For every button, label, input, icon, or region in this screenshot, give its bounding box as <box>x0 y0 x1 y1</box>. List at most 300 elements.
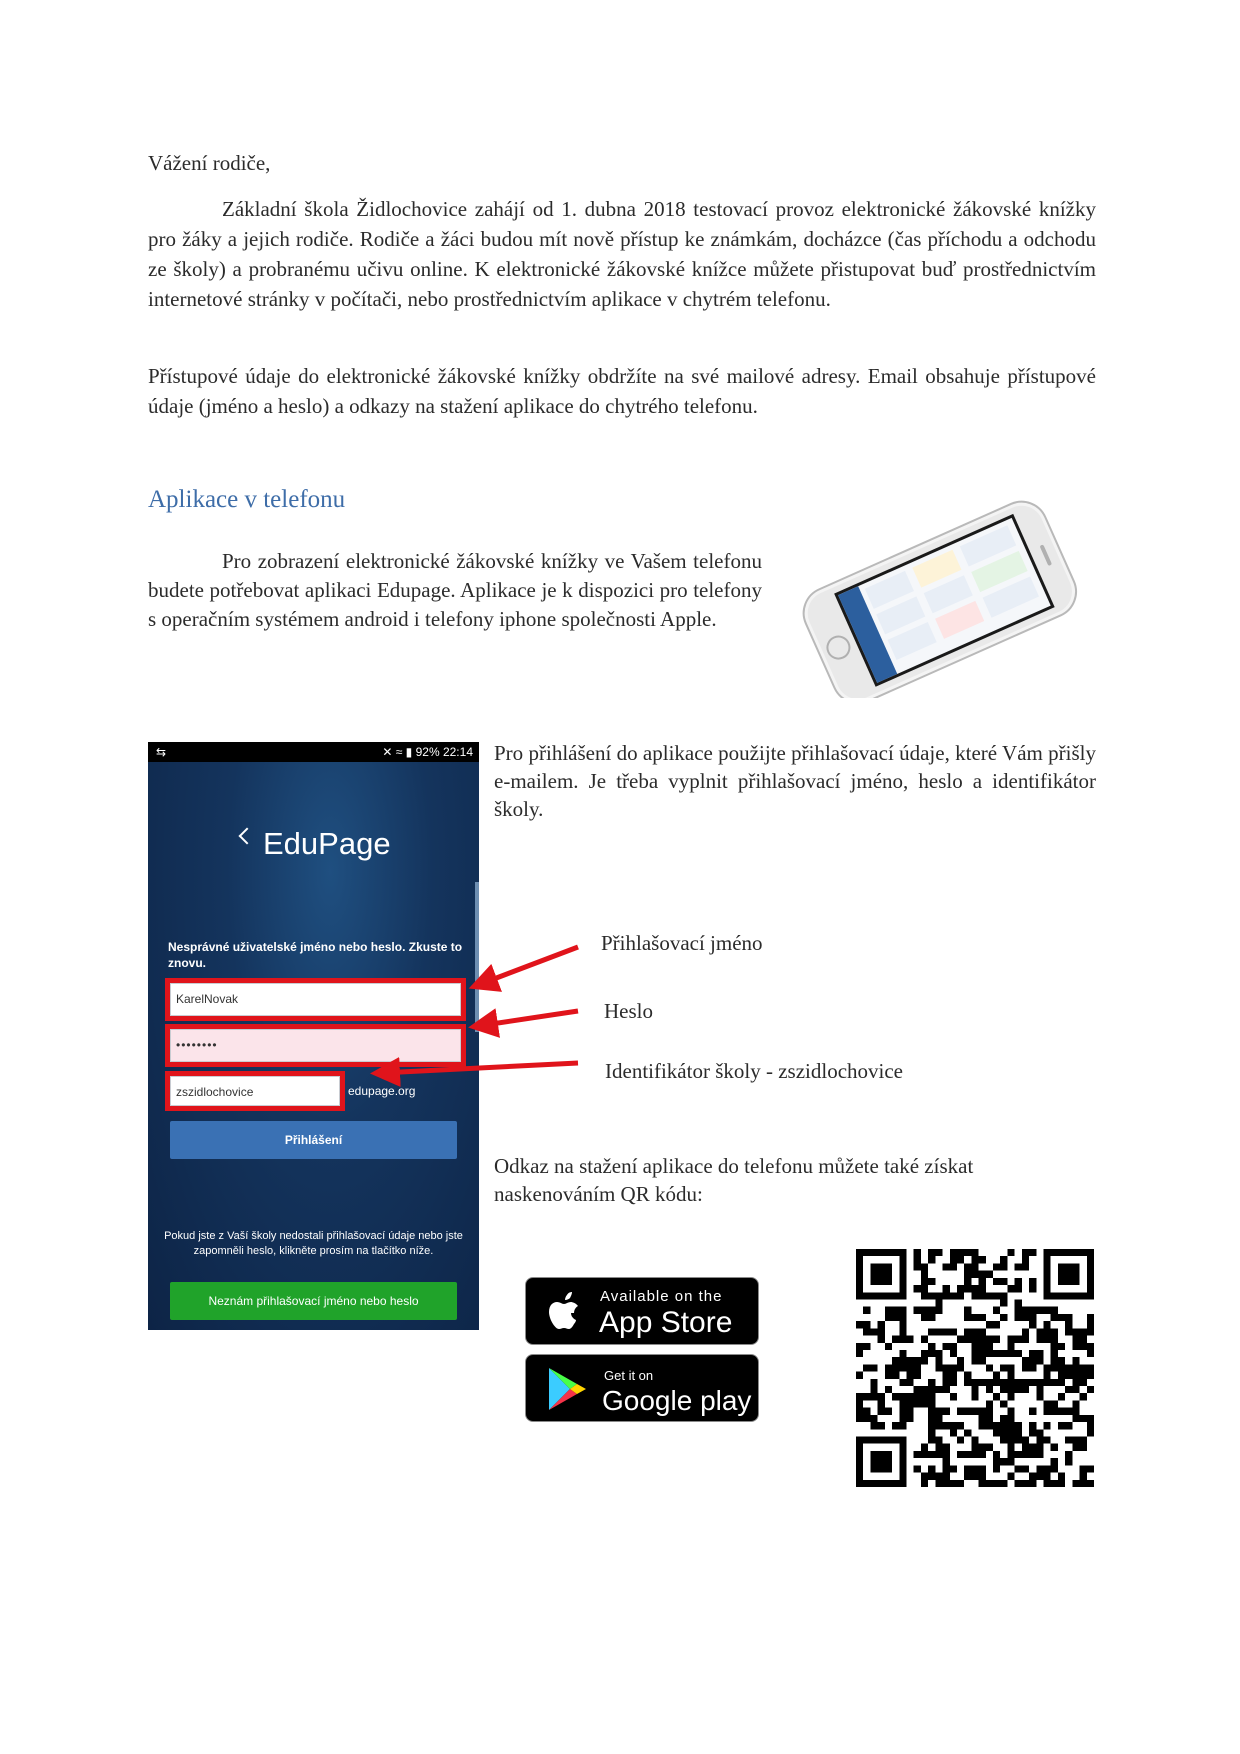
qr-module <box>1051 1408 1058 1415</box>
qr-module <box>856 1400 863 1407</box>
qr-module <box>892 1480 899 1487</box>
qr-module <box>943 1285 950 1292</box>
qr-module <box>943 1343 950 1350</box>
qr-module <box>899 1336 906 1343</box>
qr-module <box>885 1437 892 1444</box>
qr-module <box>1072 1372 1079 1379</box>
qr-module <box>979 1343 986 1350</box>
qr-module <box>993 1379 1000 1386</box>
qr-module <box>1058 1480 1065 1487</box>
qr-module <box>971 1263 978 1270</box>
qr-module <box>964 1314 971 1321</box>
qr-module <box>1087 1285 1094 1292</box>
qr-module <box>950 1263 957 1270</box>
qr-module <box>1065 1437 1072 1444</box>
qr-module <box>1058 1343 1065 1350</box>
domain-suffix: edupage.org <box>348 1084 416 1098</box>
qr-module <box>885 1307 892 1314</box>
qr-module <box>1080 1465 1087 1472</box>
qr-module <box>1087 1480 1094 1487</box>
qr-module <box>1044 1422 1051 1429</box>
qr-module <box>1044 1285 1051 1292</box>
qr-module <box>1015 1350 1022 1357</box>
qr-module <box>928 1465 935 1472</box>
qr-module <box>899 1393 906 1400</box>
qr-module <box>935 1328 942 1335</box>
qr-module <box>1022 1451 1029 1458</box>
qr-module <box>1065 1263 1072 1270</box>
qr-module <box>1044 1465 1051 1472</box>
qr-module <box>928 1451 935 1458</box>
qr-module <box>993 1372 1000 1379</box>
qr-module <box>921 1400 928 1407</box>
qr-module <box>1044 1437 1051 1444</box>
qr-module <box>1044 1256 1051 1263</box>
school-id-highlight <box>165 1071 345 1111</box>
qr-module <box>928 1422 935 1429</box>
qr-module <box>964 1307 971 1314</box>
qr-module <box>986 1321 993 1328</box>
qr-module <box>921 1473 928 1480</box>
qr-module <box>885 1343 892 1350</box>
qr-module <box>986 1386 993 1393</box>
qr-module <box>878 1393 885 1400</box>
qr-module <box>1000 1429 1007 1436</box>
qr-module <box>928 1314 935 1321</box>
qr-module <box>935 1437 942 1444</box>
qr-module <box>1022 1357 1029 1364</box>
qr-module <box>1058 1357 1065 1364</box>
qr-module <box>993 1350 1000 1357</box>
qr-module <box>1007 1422 1014 1429</box>
qr-module <box>1036 1328 1043 1335</box>
qr-module <box>1080 1343 1087 1350</box>
app-text: Pro zobrazení elektronické žákovské knížky ve Vašem telefonu budete potřebovat aplikaci Edupage. Aplikace je k dispozici pro telefony s operačním systémem android i telefony iphone společnosti Apple. <box>148 549 762 631</box>
qr-module <box>921 1285 928 1292</box>
qr-module <box>856 1263 863 1270</box>
qr-module <box>1029 1307 1036 1314</box>
qr-module <box>957 1437 964 1444</box>
qr-module <box>1072 1415 1079 1422</box>
qr-module <box>964 1379 971 1386</box>
qr-module <box>1051 1292 1058 1299</box>
qr-module <box>1007 1444 1014 1451</box>
qr-module <box>1015 1314 1022 1321</box>
qr-module <box>943 1364 950 1371</box>
qr-module <box>986 1343 993 1350</box>
qr-module <box>1065 1458 1072 1465</box>
qr-module <box>1000 1292 1007 1299</box>
qr-module <box>921 1314 928 1321</box>
qr-module <box>878 1465 885 1472</box>
qr-module <box>1065 1372 1072 1379</box>
qr-module <box>1015 1278 1022 1285</box>
qr-module <box>964 1429 971 1436</box>
qr-module <box>1072 1336 1079 1343</box>
qr-module <box>899 1314 906 1321</box>
qr-module <box>1058 1249 1065 1256</box>
qr-module <box>878 1328 885 1335</box>
qr-module <box>906 1364 913 1371</box>
qr-module <box>914 1451 921 1458</box>
qr-module <box>979 1415 986 1422</box>
qr-module <box>870 1437 877 1444</box>
qr-module <box>993 1336 1000 1343</box>
qr-module <box>1022 1263 1029 1270</box>
qr-module <box>971 1357 978 1364</box>
qr-module <box>892 1364 899 1371</box>
qr-module <box>1080 1249 1087 1256</box>
qr-module <box>870 1458 877 1465</box>
qr-module <box>1015 1451 1022 1458</box>
qr-module <box>1029 1321 1036 1328</box>
intro-text: Základní škola Židlochovice zahájí od 1. dubna 2018 testovací provoz elektronické žákovské knížky pro žáky a jejich rodiče. Rodiče a žáci budou mít nově přístup ke známkám, docházce (čas příchodu a odchodu ze školy) a probranému učivu online. K elektronické žákovské knížce můžete přistupovat buď prostřednictvím internetové stránky v počítači, nebo prostřednictvím aplikace v chytrém telefonu. <box>148 197 1096 311</box>
qr-module <box>971 1408 978 1415</box>
qr-module <box>1022 1465 1029 1472</box>
qr-module <box>878 1480 885 1487</box>
qr-module <box>863 1343 870 1350</box>
qr-module <box>1087 1415 1094 1422</box>
qr-module <box>899 1473 906 1480</box>
label-password: Heslo <box>604 999 653 1023</box>
qr-module <box>1000 1278 1007 1285</box>
qr-module <box>885 1458 892 1465</box>
qr-module <box>950 1480 957 1487</box>
qr-module <box>863 1321 870 1328</box>
qr-module <box>899 1444 906 1451</box>
qr-module <box>957 1357 964 1364</box>
qr-module <box>856 1480 863 1487</box>
qr-module <box>950 1256 957 1263</box>
qr-module <box>1036 1393 1043 1400</box>
qr-module <box>1080 1379 1087 1386</box>
qr-module <box>863 1480 870 1487</box>
qr-module <box>899 1256 906 1263</box>
qr-module <box>1022 1249 1029 1256</box>
qr-module <box>1072 1444 1079 1451</box>
qr-module <box>1087 1314 1094 1321</box>
qr-module <box>935 1422 942 1429</box>
school-id-field[interactable]: zszidlochovice <box>170 1076 340 1106</box>
qr-module <box>1058 1422 1065 1429</box>
qr-module <box>1022 1336 1029 1343</box>
qr-module <box>1044 1480 1051 1487</box>
qr-module <box>986 1408 993 1415</box>
qr-module <box>870 1415 877 1422</box>
qr-module <box>971 1465 978 1472</box>
qr-module <box>935 1299 942 1306</box>
qr-module <box>1087 1271 1094 1278</box>
qr-module <box>971 1314 978 1321</box>
qr-module <box>993 1321 1000 1328</box>
password-field[interactable]: •••••••• <box>170 1029 461 1062</box>
intro-paragraph <box>148 194 1096 314</box>
qr-module <box>899 1451 906 1458</box>
status-text: 92% 22:14 <box>415 745 473 759</box>
qr-module <box>971 1393 978 1400</box>
qr-module <box>914 1285 921 1292</box>
qr-module <box>914 1364 921 1371</box>
qr-module <box>1007 1386 1014 1393</box>
qr-module <box>979 1473 986 1480</box>
qr-module <box>921 1292 928 1299</box>
qr-module <box>943 1458 950 1465</box>
qr-module <box>1065 1451 1072 1458</box>
qr-code <box>856 1249 1094 1487</box>
iphone-illustration <box>786 494 1088 698</box>
qr-module <box>899 1465 906 1472</box>
qr-module <box>1000 1422 1007 1429</box>
qr-module <box>899 1350 906 1357</box>
qr-module <box>870 1249 877 1256</box>
login-paragraph: Pro přihlášení do aplikace použijte přihlašovací údaje, které Vám přišly e-mailem. Je třeba vyplnit přihlašovací jméno, heslo a identifikátor školy. <box>494 741 1096 821</box>
back-chevron-icon[interactable] <box>239 828 256 845</box>
qr-module <box>964 1451 971 1458</box>
qr-module <box>935 1386 942 1393</box>
qr-module <box>856 1256 863 1263</box>
qr-module <box>892 1249 899 1256</box>
qr-module <box>892 1393 899 1400</box>
qr-module <box>1072 1386 1079 1393</box>
qr-module <box>921 1278 928 1285</box>
app-paragraph <box>148 547 762 634</box>
qr-module <box>1080 1372 1087 1379</box>
qr-module <box>1058 1314 1065 1321</box>
qr-module <box>1015 1386 1022 1393</box>
qr-module <box>899 1422 906 1429</box>
qr-module <box>914 1400 921 1407</box>
qr-module <box>892 1314 899 1321</box>
qr-module <box>1007 1437 1014 1444</box>
qr-module <box>906 1400 913 1407</box>
qr-module <box>1072 1292 1079 1299</box>
qr-module <box>1044 1379 1051 1386</box>
qr-module <box>928 1278 935 1285</box>
qr-module <box>870 1393 877 1400</box>
qr-module <box>1051 1350 1058 1357</box>
qr-module <box>1029 1429 1036 1436</box>
qr-module <box>1000 1379 1007 1386</box>
qr-module <box>1044 1328 1051 1335</box>
qr-module <box>1022 1364 1029 1371</box>
qr-module <box>899 1307 906 1314</box>
qr-module <box>986 1336 993 1343</box>
qr-module <box>1007 1393 1014 1400</box>
qr-module <box>914 1263 921 1270</box>
qr-module <box>957 1249 964 1256</box>
qr-module <box>986 1415 993 1422</box>
qr-module <box>928 1328 935 1335</box>
qr-module <box>1029 1350 1036 1357</box>
app-store-big: App Store <box>599 1306 733 1339</box>
qr-module <box>1000 1299 1007 1306</box>
qr-module <box>1022 1480 1029 1487</box>
qr-module <box>971 1437 978 1444</box>
forgot-credentials-button[interactable]: Neznám přihlašovací jméno nebo heslo <box>170 1282 457 1320</box>
qr-module <box>1058 1364 1065 1371</box>
qr-module <box>971 1271 978 1278</box>
qr-module <box>943 1444 950 1451</box>
qr-module <box>870 1328 877 1335</box>
qr-module <box>935 1451 942 1458</box>
qr-module <box>964 1285 971 1292</box>
qr-module <box>1065 1292 1072 1299</box>
qr-module <box>943 1480 950 1487</box>
qr-module <box>1007 1364 1014 1371</box>
qr-module <box>899 1364 906 1371</box>
qr-module <box>899 1278 906 1285</box>
qr-module <box>899 1328 906 1335</box>
qr-module <box>1036 1473 1043 1480</box>
qr-module <box>1000 1415 1007 1422</box>
qr-module <box>863 1393 870 1400</box>
qr-module <box>914 1249 921 1256</box>
qr-module <box>1036 1336 1043 1343</box>
qr-module <box>1029 1285 1036 1292</box>
qr-module <box>878 1422 885 1429</box>
qr-module <box>928 1473 935 1480</box>
qr-module <box>863 1364 870 1371</box>
qr-module <box>957 1256 964 1263</box>
qr-module <box>878 1263 885 1270</box>
qr-module <box>878 1408 885 1415</box>
qr-module <box>1036 1429 1043 1436</box>
qr-module <box>878 1278 885 1285</box>
qr-module <box>1072 1408 1079 1415</box>
qr-module <box>1044 1364 1051 1371</box>
qr-module <box>964 1372 971 1379</box>
qr-module <box>964 1336 971 1343</box>
username-highlight <box>165 978 466 1021</box>
qr-module <box>943 1292 950 1299</box>
qr-module <box>1022 1307 1029 1314</box>
qr-module <box>1022 1437 1029 1444</box>
qr-module <box>1072 1249 1079 1256</box>
qr-module <box>979 1328 986 1335</box>
qr-module <box>1000 1480 1007 1487</box>
qr-module <box>899 1249 906 1256</box>
qr-module <box>1029 1357 1036 1364</box>
google-play-icon <box>546 1366 588 1412</box>
qr-module <box>1036 1307 1043 1314</box>
google-play-small: Get it on <box>604 1368 654 1383</box>
label-username: Přihlašovací jméno <box>601 931 763 955</box>
qr-module <box>971 1473 978 1480</box>
qr-module <box>950 1364 957 1371</box>
qr-module <box>935 1473 942 1480</box>
qr-module <box>986 1350 993 1357</box>
qr-module <box>928 1400 935 1407</box>
qr-module <box>870 1278 877 1285</box>
qr-module <box>1036 1451 1043 1458</box>
qr-module <box>921 1386 928 1393</box>
qr-module <box>921 1336 928 1343</box>
qr-module <box>1015 1465 1022 1472</box>
qr-module <box>935 1350 942 1357</box>
qr-module <box>1080 1437 1087 1444</box>
qr-module <box>1029 1444 1036 1451</box>
qr-module <box>1051 1379 1058 1386</box>
qr-module <box>986 1400 993 1407</box>
qr-module <box>1029 1249 1036 1256</box>
qr-module <box>885 1249 892 1256</box>
qr-module <box>1058 1473 1065 1480</box>
qr-module <box>971 1343 978 1350</box>
qr-module <box>971 1249 978 1256</box>
qr-module <box>1065 1408 1072 1415</box>
qr-module <box>1015 1379 1022 1386</box>
qr-module <box>950 1465 957 1472</box>
qr-module <box>964 1465 971 1472</box>
qr-module <box>979 1292 986 1299</box>
qr-module <box>986 1444 993 1451</box>
qr-module <box>885 1480 892 1487</box>
username-field[interactable]: KarelNovak <box>170 983 461 1016</box>
qr-module <box>1036 1357 1043 1364</box>
qr-module <box>964 1473 971 1480</box>
qr-module <box>986 1422 993 1429</box>
qr-module <box>1080 1473 1087 1480</box>
qr-module <box>935 1249 942 1256</box>
arrow-username <box>478 947 578 985</box>
qr-module <box>979 1271 986 1278</box>
qr-module <box>1044 1372 1051 1379</box>
qr-module <box>935 1307 942 1314</box>
qr-module <box>943 1451 950 1458</box>
qr-module <box>943 1408 950 1415</box>
app-store-badge[interactable] <box>525 1277 759 1345</box>
qr-module <box>935 1444 942 1451</box>
apple-icon <box>546 1290 586 1334</box>
qr-module <box>885 1408 892 1415</box>
qr-module <box>950 1328 957 1335</box>
qr-module <box>1036 1465 1043 1472</box>
qr-module <box>993 1458 1000 1465</box>
qr-module <box>906 1379 913 1386</box>
qr-module <box>971 1336 978 1343</box>
qr-module <box>950 1249 957 1256</box>
qr-module <box>856 1408 863 1415</box>
qr-module <box>1036 1444 1043 1451</box>
qr-module <box>1007 1372 1014 1379</box>
qr-module <box>935 1415 942 1422</box>
qr-module <box>1080 1444 1087 1451</box>
google-play-badge[interactable] <box>525 1354 759 1422</box>
qr-module <box>979 1465 986 1472</box>
qr-module <box>950 1343 957 1350</box>
qr-module <box>1007 1379 1014 1386</box>
qr-module <box>1051 1400 1058 1407</box>
qr-module <box>950 1393 957 1400</box>
edupage-title: EduPage <box>263 826 391 861</box>
status-bar <box>148 742 479 762</box>
qr-module <box>1022 1328 1029 1335</box>
qr-module <box>1051 1480 1058 1487</box>
qr-module <box>856 1393 863 1400</box>
qr-module <box>1058 1292 1065 1299</box>
qr-module <box>1029 1278 1036 1285</box>
qr-module <box>863 1249 870 1256</box>
qr-module <box>1044 1292 1051 1299</box>
qr-module <box>1000 1263 1007 1270</box>
qr-module <box>914 1372 921 1379</box>
qr-module <box>921 1307 928 1314</box>
qr-module <box>856 1473 863 1480</box>
qr-module <box>964 1278 971 1285</box>
qr-module <box>863 1415 870 1422</box>
scrollbar[interactable] <box>475 882 479 1032</box>
login-button[interactable]: Přihlášení <box>170 1121 457 1159</box>
